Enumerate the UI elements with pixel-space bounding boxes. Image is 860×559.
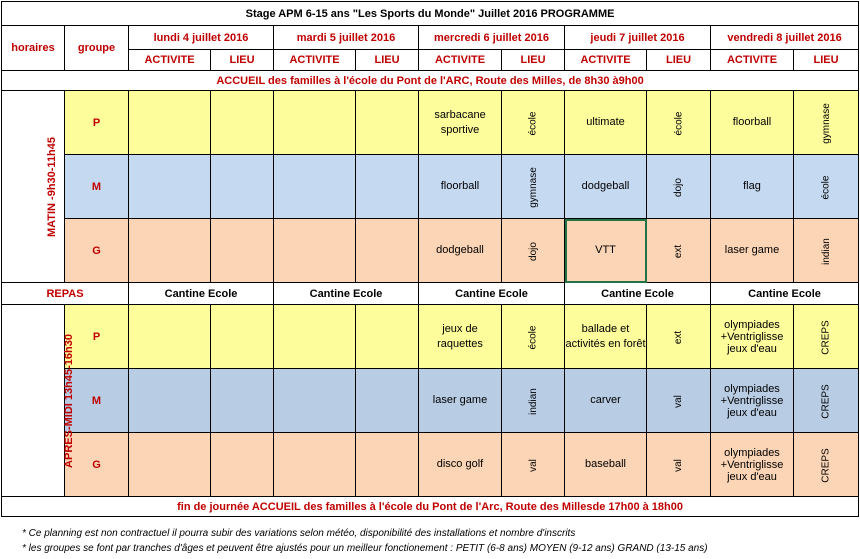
- cell-lieu[interactable]: [211, 305, 274, 369]
- cell-activite[interactable]: laser game: [711, 219, 794, 283]
- cell-activite[interactable]: ultimate: [565, 91, 647, 155]
- header-activite[interactable]: ACTIVITE: [565, 50, 647, 71]
- cell-lieu[interactable]: [502, 305, 565, 369]
- cell-lieu[interactable]: [502, 219, 565, 283]
- cell-activite[interactable]: [129, 219, 211, 283]
- period-apres-midi[interactable]: [2, 305, 75, 497]
- cell-activite[interactable]: disco golf: [419, 433, 502, 497]
- cell-activite[interactable]: olympiades +Ventriglisse jeux d'eau: [711, 433, 794, 497]
- accueil-matin-banner[interactable]: ACCUEIL des familles à l'école du Pont de l'ARC, Route des Milles, de 8h30 à9h00: [2, 71, 859, 91]
- period-apres-midi-label: APRES-MIDI 13h45-16h30: [62, 333, 75, 468]
- cell-lieu[interactable]: [356, 305, 419, 369]
- cell-lieu[interactable]: [647, 155, 711, 219]
- header-activite[interactable]: ACTIVITE: [274, 50, 356, 71]
- cell-activite[interactable]: floorball: [419, 155, 502, 219]
- cell-lieu[interactable]: [647, 91, 711, 155]
- cantine-cell[interactable]: Cantine Ecole: [419, 283, 565, 305]
- cell-lieu[interactable]: [794, 155, 859, 219]
- cell-activite[interactable]: [274, 91, 356, 155]
- cell-activite[interactable]: [129, 91, 211, 155]
- group-g[interactable]: G: [65, 219, 129, 283]
- cell-lieu[interactable]: [356, 91, 419, 155]
- header-activite[interactable]: ACTIVITE: [711, 50, 794, 71]
- header-lieu[interactable]: LIEU: [502, 50, 565, 71]
- cantine-cell[interactable]: Cantine Ecole: [129, 283, 274, 305]
- cell-lieu[interactable]: [647, 219, 711, 283]
- lieu-text: val: [672, 394, 684, 408]
- cell-activite[interactable]: flag: [711, 155, 794, 219]
- cell-lieu[interactable]: [794, 91, 859, 155]
- cell-lieu[interactable]: [647, 433, 711, 497]
- cell-lieu[interactable]: [794, 433, 859, 497]
- header-lieu[interactable]: LIEU: [356, 50, 419, 71]
- cell-activite[interactable]: olympiades +Ventriglisse jeux d'eau: [711, 369, 794, 433]
- cell-lieu[interactable]: [502, 155, 565, 219]
- cell-lieu[interactable]: [502, 433, 565, 497]
- period-matin[interactable]: [2, 91, 65, 283]
- footnote-1[interactable]: * Ce planning est non contractuel il pourra subir des variations selon météo, disponibilité des installations et nombre d'inscrits: [22, 528, 576, 539]
- lieu-text: dojo: [673, 177, 684, 197]
- lieu-text: gymnase: [820, 102, 832, 144]
- header-groupe[interactable]: groupe: [65, 26, 129, 71]
- cell-lieu[interactable]: [211, 91, 274, 155]
- cell-lieu[interactable]: [794, 369, 859, 433]
- cell-activite[interactable]: jeux de raquettes: [419, 305, 502, 369]
- group-m[interactable]: M: [65, 369, 129, 433]
- cell-activite[interactable]: carver: [565, 369, 647, 433]
- cell-lieu[interactable]: [211, 369, 274, 433]
- cell-activite-selected[interactable]: VTT: [565, 219, 647, 283]
- programme-table: [1, 1, 859, 517]
- header-activite[interactable]: ACTIVITE: [129, 50, 211, 71]
- cell-lieu[interactable]: [211, 433, 274, 497]
- cantine-cell[interactable]: Cantine Ecole: [711, 283, 859, 305]
- cell-activite[interactable]: [274, 155, 356, 219]
- lieu-text: ext: [673, 330, 684, 344]
- cell-activite[interactable]: [129, 433, 211, 497]
- period-repas[interactable]: REPAS: [2, 283, 129, 305]
- cell-lieu[interactable]: [502, 91, 565, 155]
- lieu-text: école: [673, 111, 684, 135]
- lieu-text: val: [672, 458, 684, 472]
- header-activite[interactable]: ACTIVITE: [419, 50, 502, 71]
- cantine-cell[interactable]: Cantine Ecole: [274, 283, 419, 305]
- header-lieu[interactable]: LIEU: [794, 50, 859, 71]
- cell-activite[interactable]: [274, 369, 356, 433]
- group-g[interactable]: G: [65, 433, 129, 497]
- cell-activite[interactable]: olympiades +Ventriglisse jeux d'eau: [711, 305, 794, 369]
- lieu-text: école: [820, 175, 832, 199]
- group-m[interactable]: M: [65, 155, 129, 219]
- footnote-2[interactable]: * les groupes se font par tranches d'âges et peuvent être ajustés pour un meilleur fonctionement : PETIT (6-8 ans) MOYEN (9-12 ans) GRAND (13-15 ans): [22, 543, 708, 554]
- lieu-text: école: [527, 325, 539, 349]
- cantine-cell[interactable]: Cantine Ecole: [565, 283, 711, 305]
- cell-lieu[interactable]: [356, 155, 419, 219]
- cell-lieu[interactable]: [794, 219, 859, 283]
- cell-activite[interactable]: laser game: [419, 369, 502, 433]
- header-day-2[interactable]: mardi 5 juillet 2016: [274, 26, 419, 50]
- cell-lieu[interactable]: [647, 369, 711, 433]
- accueil-soir-banner[interactable]: fin de journée ACCUEIL des familles à l'école du Pont de l'Arc, Route des Millesde 17h00 à 18h00: [2, 497, 859, 517]
- group-p[interactable]: P: [65, 305, 129, 369]
- lieu-text: gymnase: [527, 166, 539, 208]
- cell-lieu[interactable]: [356, 219, 419, 283]
- cell-lieu[interactable]: [211, 155, 274, 219]
- cell-activite[interactable]: sarbacane sportive: [419, 91, 502, 155]
- lieu-text: CREPS: [820, 447, 832, 483]
- cell-lieu[interactable]: [356, 369, 419, 433]
- group-p[interactable]: P: [65, 91, 129, 155]
- cell-lieu[interactable]: [356, 433, 419, 497]
- lieu-text: dojo: [527, 241, 539, 261]
- header-day-5[interactable]: vendredi 8 juillet 2016: [711, 26, 859, 50]
- lieu-text: val: [527, 458, 539, 472]
- cell-lieu[interactable]: [211, 219, 274, 283]
- lieu-text: CREPS: [820, 319, 832, 355]
- cell-activite[interactable]: [274, 305, 356, 369]
- cell-activite[interactable]: ballade et activités en forêt: [565, 305, 647, 369]
- cell-lieu[interactable]: [647, 305, 711, 369]
- cell-lieu[interactable]: [502, 369, 565, 433]
- cell-activite[interactable]: [274, 219, 356, 283]
- lieu-text: école: [527, 111, 539, 135]
- header-lieu[interactable]: LIEU: [211, 50, 274, 71]
- header-day-3[interactable]: mercredi 6 juillet 2016: [419, 26, 565, 50]
- cell-lieu[interactable]: [794, 305, 859, 369]
- header-day-1[interactable]: lundi 4 juillet 2016: [129, 26, 274, 50]
- cell-activite[interactable]: [129, 305, 211, 369]
- header-horaires[interactable]: horaires: [2, 26, 65, 71]
- cell-activite[interactable]: dodgeball: [419, 219, 502, 283]
- lieu-text: CREPS: [820, 383, 832, 419]
- header-day-4[interactable]: jeudi 7 juillet 2016: [565, 26, 711, 50]
- footnotes: [22, 526, 708, 556]
- cell-activite[interactable]: dodgeball: [565, 155, 647, 219]
- period-matin-label: MATIN -9h30-11h45: [46, 136, 59, 237]
- header-lieu[interactable]: LIEU: [647, 50, 711, 71]
- sheet-title[interactable]: Stage APM 6-15 ans "Les Sports du Monde" Juillet 2016 PROGRAMME: [2, 2, 859, 26]
- cell-activite[interactable]: [129, 369, 211, 433]
- lieu-text: indian: [820, 237, 832, 265]
- cell-activite[interactable]: floorball: [711, 91, 794, 155]
- lieu-text: ext: [673, 244, 684, 258]
- cell-activite[interactable]: [129, 155, 211, 219]
- cell-activite[interactable]: [274, 433, 356, 497]
- cell-activite[interactable]: baseball: [565, 433, 647, 497]
- lieu-text: indian: [527, 387, 539, 415]
